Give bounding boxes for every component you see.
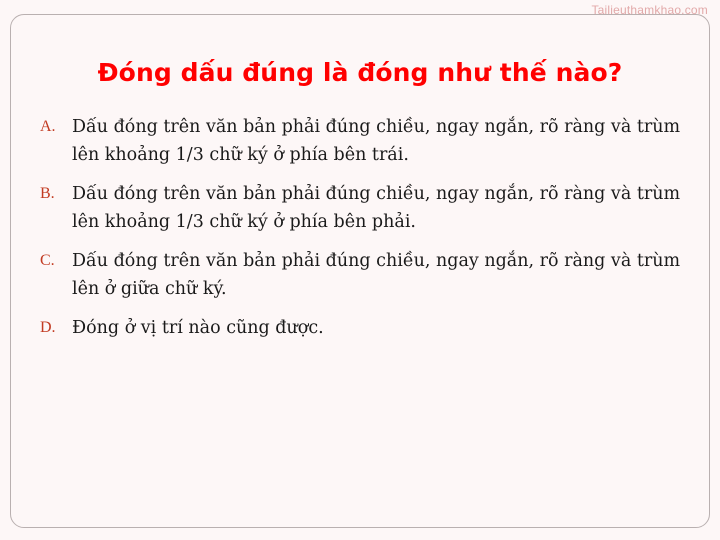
list-item: [36, 314, 684, 342]
answer-text: Dấu đóng trên văn bản phải đúng chiều, ngay ngắn, rõ ràng và trùm lên ở giữa chữ ký.: [72, 251, 681, 299]
list-item: [36, 247, 684, 303]
answer-letter: C.: [40, 252, 55, 269]
answer-text: Dấu đóng trên văn bản phải đúng chiều, ngay ngắn, rõ ràng và trùm lên khoảng 1/3 chữ ký ở phía bên phải.: [72, 184, 681, 232]
answer-text: Dấu đóng trên văn bản phải đúng chiều, ngay ngắn, rõ ràng và trùm lên khoảng 1/3 chữ ký ở phía bên trái.: [72, 117, 681, 165]
answer-letter: D.: [40, 319, 56, 336]
answer-letter: A.: [40, 118, 56, 135]
watermark-label: Tailieuthamkhao.com: [591, 3, 708, 17]
list-item: [36, 113, 684, 169]
answer-letter: B.: [40, 185, 55, 202]
answer-text: Đóng ở vị trí nào cũng được.: [72, 318, 324, 338]
answer-list: [36, 113, 684, 353]
list-item: [36, 180, 684, 236]
page-title: Đóng dấu đúng là đóng như thế nào?: [97, 58, 623, 87]
